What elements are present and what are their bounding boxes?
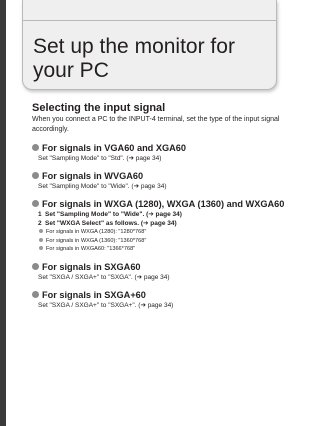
item-heading bbox=[32, 170, 287, 182]
step-2 bbox=[38, 219, 287, 228]
bullet-icon bbox=[32, 144, 39, 151]
title-divider bbox=[23, 20, 276, 21]
page-title: Set up the monitor for your PC bbox=[33, 35, 235, 82]
item-heading-text: For signals in WXGA (1280), WXGA (1360) and WXGA60 bbox=[42, 199, 285, 209]
item-heading-text: For signals in WVGA60 bbox=[42, 171, 144, 181]
page-edge-bar bbox=[0, 0, 6, 426]
item-sxga60 bbox=[32, 261, 287, 282]
step-1 bbox=[38, 210, 287, 219]
bullet-icon bbox=[32, 263, 39, 270]
bullet-icon bbox=[32, 291, 39, 298]
step-text: Set "Sampling Mode" to "Wide". (➔ page 34) bbox=[45, 211, 182, 218]
sub-bullet-icon bbox=[39, 229, 43, 233]
item-heading bbox=[32, 261, 287, 273]
item-text: Set "Sampling Mode" to "Std". (➔ page 34) bbox=[38, 155, 162, 162]
step-number: 2 bbox=[38, 220, 42, 227]
sub-bullet-icon bbox=[39, 238, 43, 242]
sub-item-text: For signals in WXGA (1360): "1360*768" bbox=[46, 237, 147, 244]
item-heading-text: For signals in VGA60 and XGA60 bbox=[42, 143, 186, 153]
bullet-icon bbox=[32, 172, 39, 179]
sub-item bbox=[39, 245, 287, 254]
sub-item bbox=[39, 228, 287, 237]
item-heading-text: For signals in SXGA60 bbox=[42, 261, 141, 272]
item-sxga-plus-60 bbox=[32, 289, 287, 310]
sub-item bbox=[39, 237, 287, 246]
item-vga60-xga60 bbox=[32, 142, 287, 163]
bullet-icon bbox=[32, 200, 39, 207]
item-heading bbox=[32, 198, 287, 210]
wxga-sub-list bbox=[39, 228, 287, 254]
title-box bbox=[22, 0, 277, 90]
item-heading-text: For signals in SXGA+60 bbox=[42, 289, 146, 300]
sub-item-text: For signals in WXGA (1280): "1280*768" bbox=[46, 229, 147, 235]
step-number: 1 bbox=[38, 211, 42, 218]
step-text: Set "WXGA Select" as follows. (➔ page 34) bbox=[45, 220, 177, 227]
item-heading bbox=[32, 289, 287, 301]
section-intro: When you connect a PC to the INPUT-4 terminal, set the type of the input signal accordingly. bbox=[32, 116, 280, 133]
sub-bullet-icon bbox=[39, 246, 43, 250]
sub-item-text: For signals in WXGA60: "1366*768" bbox=[46, 246, 136, 252]
content bbox=[32, 102, 287, 317]
item-wxga bbox=[32, 198, 287, 254]
item-text: Set "Sampling Mode" to "Wide". (➔ page 34) bbox=[38, 183, 167, 190]
item-text: Set "SXGA / SXGA+" to "SXGA+". (➔ page 34) bbox=[38, 301, 174, 309]
item-wvga60 bbox=[32, 170, 287, 191]
section-heading: Selecting the input signal bbox=[32, 102, 166, 114]
item-text: Set "SXGA / SXGA+" to "SXGA". (➔ page 34) bbox=[38, 273, 170, 281]
item-heading bbox=[32, 142, 287, 154]
